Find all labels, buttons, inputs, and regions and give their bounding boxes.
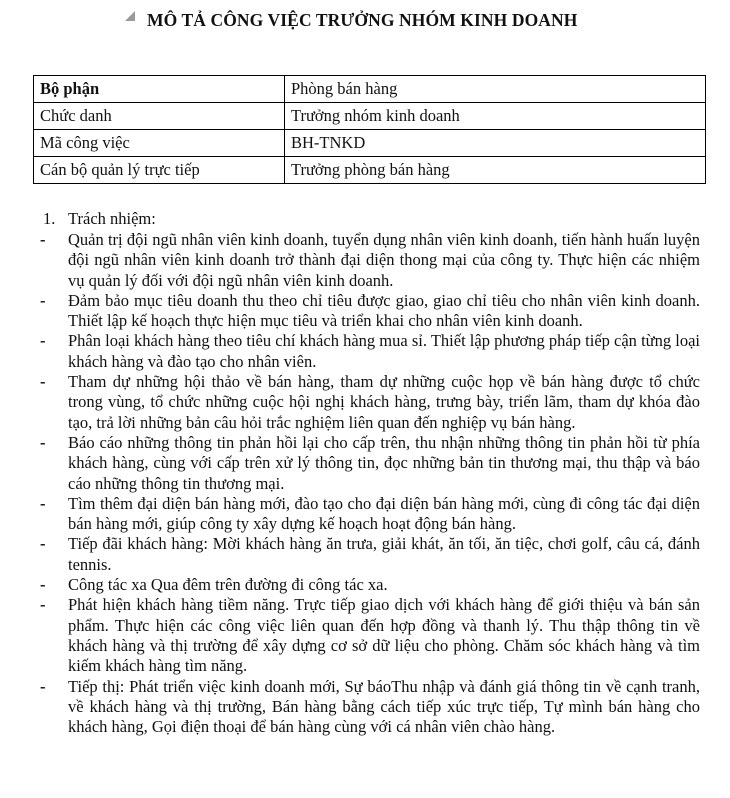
table-row (34, 103, 706, 130)
list-item-text: Phân loại khách hàng theo tiêu chí khách hàng mua sỉ. Thiết lập phương pháp tiếp cận từng loại khách hàng và đào tạo cho nhân viên. (68, 331, 700, 371)
bullet-dash: - (40, 575, 46, 595)
list-item-text: Tiếp đãi khách hàng: Mời khách hàng ăn trưa, giải khát, ăn tối, ăn tiệc, chơi golf, câu cá, đánh tennis. (68, 534, 700, 574)
job-info-table (33, 75, 706, 184)
list-item (40, 291, 700, 332)
list-item-text: Công tác xa Qua đêm trên đường đi công tác xa. (68, 575, 388, 595)
list-item-text: Đảm bảo mục tiêu doanh thu theo chỉ tiêu được giao, giao chỉ tiêu cho nhân viên kinh doanh. Thiết lập kế hoạch thực hiện mục tiêu và triển khai cho nhân viên kinh doanh. (68, 290, 700, 331)
table-cell-label: Bộ phận (34, 76, 285, 103)
page-title: MÔ TẢ CÔNG VIỆC TRƯỞNG NHÓM KINH DOANH (147, 10, 578, 30)
responsibilities-list (40, 230, 700, 737)
list-item-text: Phát hiện khách hàng tiềm năng. Trực tiếp giao dịch với khách hàng để giới thiệu và bán sản phẩm. Thực hiện các công việc liên quan đến hợp đồng và thanh lý. Thu thập thông tin về khách hàng và thị trường để xây dựng cơ sở dữ liệu cho phòng. Chăm sóc khách hàng và tìm kiếm khách hàng tìm năng. (68, 595, 700, 676)
list-item (40, 372, 700, 433)
bullet-dash: - (40, 676, 46, 696)
table-row (34, 76, 706, 103)
list-item (40, 575, 700, 595)
heading-marker-icon (125, 11, 135, 21)
table-row (34, 130, 706, 157)
bullet-dash: - (40, 432, 46, 452)
list-item (40, 534, 700, 575)
bullet-dash: - (40, 493, 46, 513)
table-cell-label: Cán bộ quản lý trực tiếp (34, 157, 285, 184)
list-item-text: Tìm thêm đại diện bán hàng mới, đào tạo cho đại diện bán hàng mới, cùng đi công tác đại diện bán hàng mới, giúp công ty xây dựng kế hoạch hoạt động bán hàng. (68, 493, 700, 534)
bullet-dash: - (40, 595, 46, 615)
list-item-text: Quản trị đội ngũ nhân viên kinh doanh, tuyển dụng nhân viên kinh doanh, tiến hành huấn luyện đội ngũ nhân viên kinh doanh trở thành đại diện thong mại của công ty. Thực hiện các nhiệm vụ quản lý đối với đội ngũ nhân viên kinh doanh. (68, 230, 700, 290)
list-item (40, 677, 700, 738)
list-item-text: Tiếp thị: Phát triển việc kinh doanh mới, Sự báoThu nhập và đánh giá thông tin về cạnh tranh, về khách hàng và thị trường, Bán hàng bằng cách tiếp xúc trực tiếp, Tự mình bán hàng cho khách hàng, Gọi điện thoại để bán hàng cùng với cá nhân viên chào hàng. (68, 676, 700, 737)
list-item (40, 494, 700, 535)
table-cell-value: Phòng bán hàng (285, 76, 706, 103)
section-heading (43, 209, 156, 229)
table-cell-value: Trưởng nhóm kinh doanh (285, 103, 706, 130)
bullet-dash: - (40, 230, 46, 249)
section-number: 1. (43, 209, 56, 228)
bullet-dash: - (40, 331, 46, 351)
list-item (40, 595, 700, 676)
table-row (34, 157, 706, 184)
table-cell-label: Mã công việc (34, 130, 285, 157)
table-cell-value: BH-TNKD (285, 130, 706, 157)
bullet-dash: - (40, 372, 46, 392)
table-cell-label: Chức danh (34, 103, 285, 130)
list-item (40, 331, 700, 372)
table-cell-value: Trưởng phòng bán hàng (285, 157, 706, 184)
bullet-dash: - (40, 290, 46, 310)
list-item-text: Báo cáo những thông tin phản hồi lại cho cấp trên, thu nhận những thông tin phản hồi từ phía khách hàng, cùng với cấp trên xử lý thông tin, đọc những bản tin thương mại, thu thập và báo cáo những thông tin thương mại. (68, 432, 700, 493)
list-item (40, 433, 700, 494)
bullet-dash: - (40, 534, 46, 554)
list-item (40, 230, 700, 291)
list-item-text: Tham dự những hội thảo về bán hàng, tham dự những cuộc họp về bán hàng được tổ chức trong vùng, tổ chức những cuộc hội nghị khách hàng, trưng bày, triển lãm, tham dự khóa đào tạo, trả lời những bản câu hỏi trắc nghiệm liên quan đến nghiệp vụ bán hàng. (68, 372, 700, 432)
section-title: Trách nhiệm: (68, 209, 156, 228)
